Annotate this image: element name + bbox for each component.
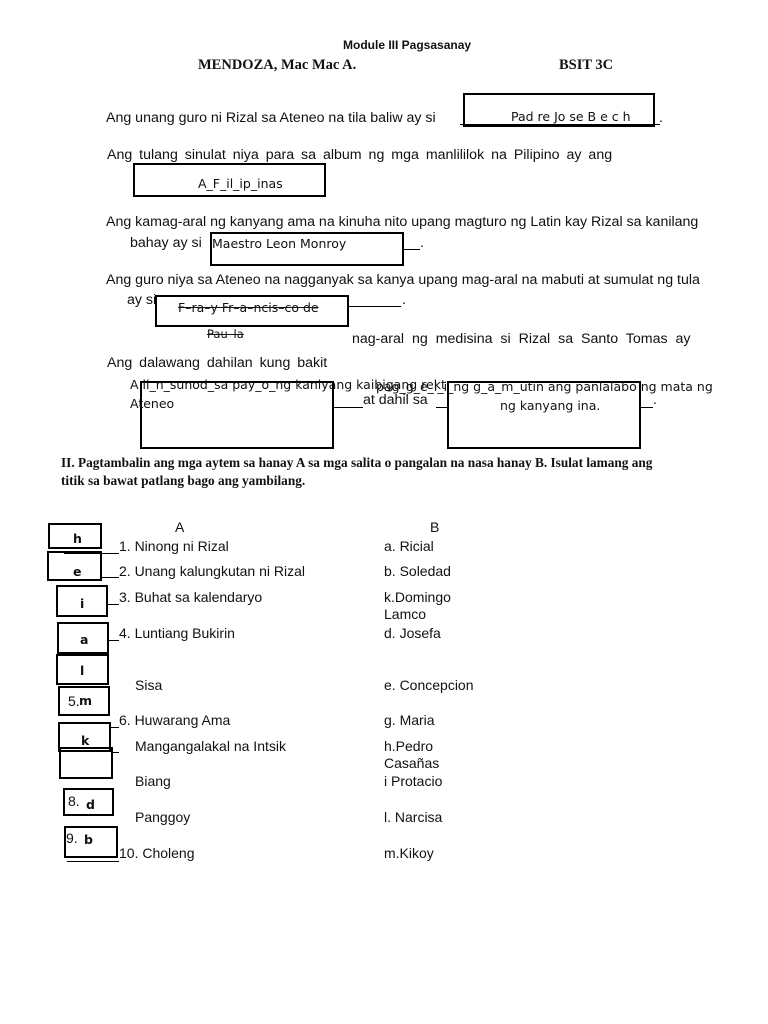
answer-letter: i — [80, 596, 85, 611]
column-b-header: B — [430, 519, 440, 535]
answer-blank-box[interactable] — [59, 747, 113, 779]
column-b-item: d. Josefa — [384, 625, 441, 641]
column-b-item: a. Ricial — [384, 538, 434, 554]
answer-letter: h — [73, 531, 82, 546]
column-a-item: Panggoy — [135, 809, 191, 825]
answer-letter: d — [86, 797, 95, 812]
item-number: 8. — [68, 793, 80, 809]
item-number: 5. — [68, 693, 80, 709]
answer-5a-line1: A li_n_sunod_sa pay_o_ng kaniyang kaibigang rekt — [130, 377, 446, 392]
answer-3: Maestro Leon Monroy — [212, 236, 347, 251]
column-b-item: g. Maria — [384, 712, 435, 728]
answer-line — [108, 604, 119, 605]
answer-letter: l — [80, 663, 85, 678]
answer-line — [349, 306, 401, 307]
column-a-item: 10. Choleng — [119, 845, 195, 861]
question-4-end: . — [402, 292, 406, 308]
student-name: MENDOZA, Mac Mac A. — [198, 57, 357, 73]
column-a-header: A — [175, 519, 185, 535]
question-3-line2: bahay ay si — [130, 235, 202, 251]
item-number: 9. — [66, 830, 78, 846]
column-a-item: Biang — [135, 773, 171, 789]
question-1-text: Ang unang guro ni Rizal sa Ateneo na tila baliw ay si — [106, 110, 436, 126]
answer-letter: b — [84, 832, 93, 847]
column-a-item: 3. Buhat sa kalendaryo — [119, 589, 263, 605]
question-2-text: Ang tulang sinulat niya para sa album ng mga manlililok na Pilipino ay ang — [107, 147, 613, 163]
question-4-line2: ay si — [127, 292, 157, 308]
answer-line — [404, 249, 420, 250]
column-a-item: Sisa — [135, 677, 163, 693]
column-b-item: h.Pedro — [384, 738, 434, 754]
column-b-item-continued: Casañas — [384, 755, 440, 771]
question-3-line1: Ang kamag-aral ng kanyang ama na kinuha nito upang magturo ng Latin kay Rizal sa kanilang — [106, 214, 699, 230]
part2-instructions-line1: II. Pagtambalin ang mga aytem sa hanay A sa mga salita o pangalan na nasa hanay B. Isulat lamang ang — [61, 455, 653, 470]
column-a-item: 2. Unang kalungkutan ni Rizal — [119, 563, 306, 579]
column-b-item: e. Concepcion — [384, 677, 474, 693]
answer-line — [102, 577, 119, 578]
column-b-item: k.Domingo — [384, 589, 451, 605]
question-3-end: . — [420, 235, 424, 251]
column-a-item: 4. Luntiang Bukirin — [119, 625, 235, 641]
answer-5a-line2: Ateneo — [130, 396, 175, 411]
answer-letter: m — [79, 693, 93, 708]
column-b-item: m.Kikoy — [384, 845, 434, 861]
column-b-item: b. Soledad — [384, 563, 451, 579]
column-a-item: Mangangalakal na Intsik — [135, 738, 286, 754]
answer-line — [110, 727, 119, 728]
answer-line — [641, 407, 653, 408]
column-b-item: l. Narcisa — [384, 809, 443, 825]
question-5-right-text: nag-aral ng medisina si Rizal sa Santo Tomas ay — [352, 331, 691, 347]
column-a-item: 1. Ninong ni Rizal — [119, 538, 229, 554]
answer-line — [67, 861, 119, 862]
answer-4-line2: Pau–la — [207, 327, 244, 341]
answer-5b-line2: ng kanyang ina. — [500, 398, 601, 413]
answer-4-line1: F–ra–y Fr–a–ncis–co de — [178, 300, 319, 315]
answer-letter: e — [73, 564, 82, 579]
answer-line — [109, 640, 119, 641]
column-b-item: i Protacio — [384, 773, 443, 789]
answer-line — [436, 407, 448, 408]
question-1-end: . — [659, 110, 663, 126]
question-5-end: . — [653, 392, 657, 408]
column-b-item-continued: Lamco — [384, 606, 427, 622]
section-label: BSIT 3C — [559, 57, 614, 73]
question-4-line1: Ang guro niya sa Ateneo na nagganyak sa kanya upang mag-aral na mabuti at sumulat ng tula — [106, 272, 700, 288]
part2-instructions-line2: titik sa bawat patlang bago ang yambilang. — [61, 473, 306, 488]
column-a-item: 6. Huwarang Ama — [119, 712, 231, 728]
answer-1: Pad re Jo se B e c h — [511, 109, 631, 124]
module-title: Module III Pagsasanay — [343, 38, 472, 52]
answer-2: A_F_il_ip_inas — [198, 176, 283, 191]
answer-5b-line1: pag_g_e_l_i_ng g_a_m_utin ang panlalabo ng mata ng — [376, 379, 713, 394]
answer-letter: k — [81, 733, 90, 748]
answer-letter: a — [80, 632, 89, 647]
question-5-left-text: Ang dalawang dahilan kung bakit — [107, 355, 328, 371]
question-5-mid-text: at dahil sa — [363, 392, 428, 408]
answer-line — [334, 407, 363, 408]
